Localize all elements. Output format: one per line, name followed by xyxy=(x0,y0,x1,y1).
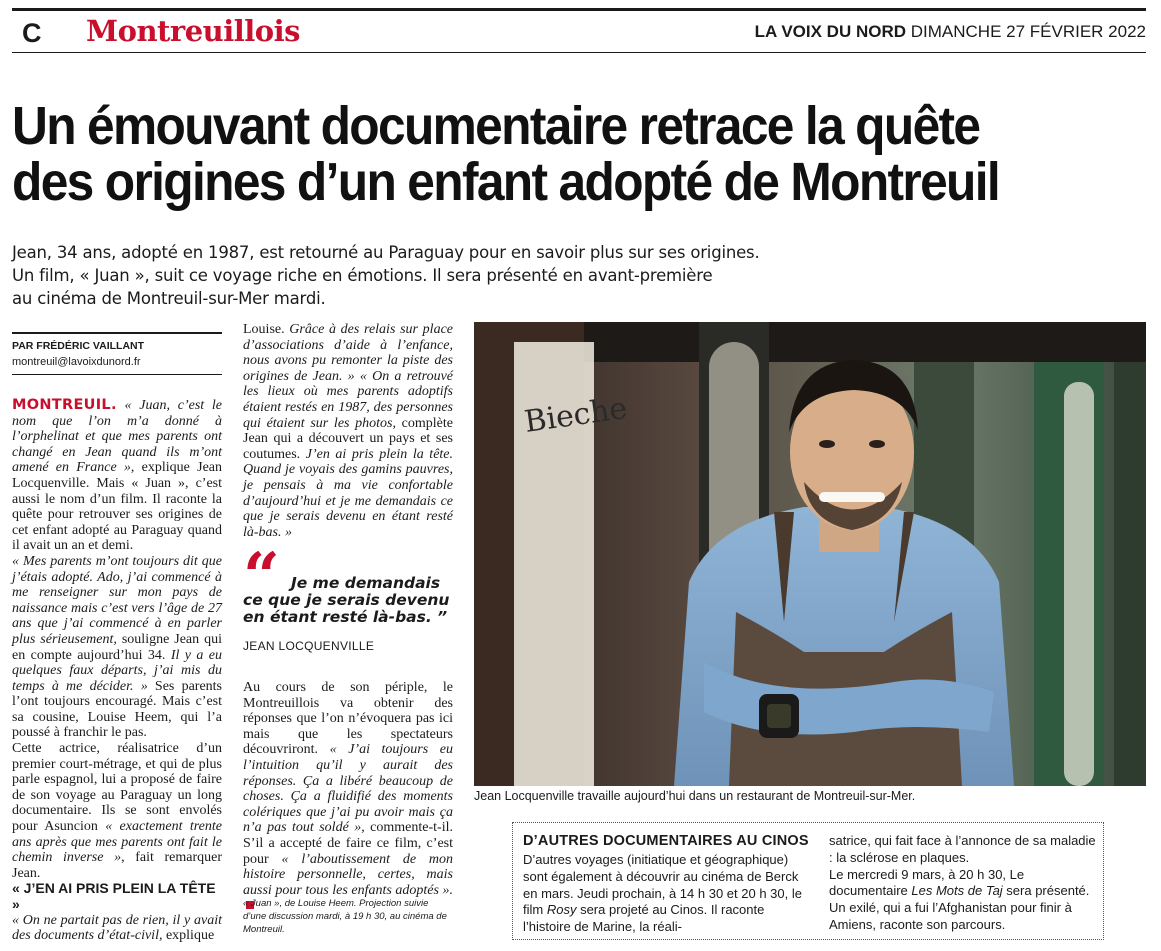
headline xyxy=(12,98,1061,210)
paragraph: Le mercredi 9 mars, à 20 h 30, Le documentaire Les Mots de Taj sera présenté. Un exilé, qui a fui l’Afghanistan pour finir à Amiens, raconte son parcours. xyxy=(829,866,1090,932)
byline: PAR FRÉDÉRIC VAILLANT xyxy=(12,340,145,352)
paragraph: « Mes parents m’ont toujours dit que j’étais adopté. Ado, j’ai commencé à me renseigner sur mon pays de naissance mais c’est vers l’âge de 27 ans que j’ai commencé à en parler plus sérieusement, souligne Jean qui en compte aujourd’hui 34. Il y a eu quelques faux départs, j’ai mis du temps à me décider. » Ses parents l’ont toujours encouragé. Mais c’est sa cousine, Louise Heem, qui l’a poussé à franchir le pas. xyxy=(12,553,222,741)
subheading: « J’EN AI PRIS PLEIN LA TÊTE » xyxy=(12,880,216,912)
header-rule xyxy=(12,52,1146,53)
section-name: Montreuillois xyxy=(86,14,300,48)
article-column-2 xyxy=(243,322,453,540)
section-letter: C xyxy=(22,18,42,48)
headline-line-1: Un émouvant documentaire retrace la quête xyxy=(12,96,980,156)
sidebar-title: D’AUTRES DOCUMENTAIRES AU CINOS xyxy=(523,833,809,849)
shop-sign-text: Bieche xyxy=(522,390,630,440)
issue-date: DIMANCHE 27 FÉVRIER 2022 xyxy=(910,22,1146,41)
paragraph: MONTREUIL. « Juan, c’est le nom que l’on m’a donné à l’orphelinat et que mes parents ont changé en Jean quand ils m’ont amené en France », explique Jean Locquenville. Mais « Juan », c’est aussi le nom d’un film. Il raconte la quête pour retrouver ses origines de cet enfant adopté au Paraguay quand il avait un an et demi. xyxy=(12,397,223,554)
article-column-1 xyxy=(12,398,222,944)
screening-note: « Juan », de Louise Heem. Projection suivie d’une discussion mardi, à 19 h 30, au cinéma de Montreuil. xyxy=(243,898,447,935)
headline-line-2: des origines d’un enfant adopté de Montreuil xyxy=(12,152,1000,212)
sidebar-column-1: D’autres voyages (initiatique et géographique) sont également à découvrir au cinéma de Berck en mars. Jeudi prochain, à 14 h 30 et 20 h 30, le film Rosy sera projeté au Cinos. Il raconte l’histoire de Marine, la réali- xyxy=(523,852,802,935)
top-rule xyxy=(12,8,1146,11)
paper-name: LA VOIX DU NORD xyxy=(754,22,907,41)
dateline: MONTREUIL. xyxy=(12,397,117,413)
film-title: Les Mots de Taj xyxy=(911,883,1003,899)
pull-quote-text: Je me demandais ce que je serais devenu en étant resté là-bas. ” xyxy=(243,574,450,626)
standfirst-line-2: Un film, « Juan », suit ce voyage riche en émotions. Il sera présenté en avant-première xyxy=(12,266,713,285)
paragraph: Cette actrice, réalisatrice d’un premier court-métrage, et qui de plus parle espagnol, lui a proposé de faire de son voyage au Paraguay un long documentaire. Ils se sont envolés pour Asuncion « exactement trente ans après que mes parents ont fait le chemin inverse », fait remarquer Jean. xyxy=(12,741,222,881)
sidebar-box xyxy=(512,822,1104,940)
author-email[interactable]: montreuil@lavoixdunord.fr xyxy=(12,356,141,368)
byline-rule-bottom xyxy=(12,374,222,375)
standfirst-line-3: au cinéma de Montreuil-sur-Mer mardi. xyxy=(12,289,326,308)
paragraph: Louise. Grâce à des relais sur place d’associations d’aide à l’enfance, nous avons pu remonter la piste des origines de Jean. » « On a retrouvé les lieux où mes parents adoptifs étaient restés en 1987, des personnes qui étaient sur les photos, complète Jean qui a découvert un pays et ses coutumes. J’en ai pris plein la tête. Quand je voyais des gamins pauvres, je pensais à ma vie confortable d’aujourd’hui et je me demandais ce que je serais devenu en étant resté là-bas. » xyxy=(243,322,454,540)
paragraph: Au cours de son périple, le Montreuillois va obtenir des réponses que l’on n’évoquera pas ici mais que les spectateurs découvriront. « J’ai toujours eu l’intuition qu’il y aurait des réponses. Ça a libéré beaucoup de choses. Ça a fluidifié des moments colériques que j’ai pu avoir mais ça n’a pas tout soldé », commente-t-il. S’il a accepté de faire ce film, c’est pour « l’aboutissement de mon histoire personnelle, certes, mais aussi pour tous les enfants adoptés ». xyxy=(243,680,453,914)
byline-rule xyxy=(12,332,222,334)
article-column-2-continued xyxy=(243,680,453,914)
sidebar-column-2: satrice, qui fait face à l’annonce de sa maladie : la sclérose en plaques. Le mercredi 9 mars, à 20 h 30, Le documentaire Les Mots de Taj sera présenté. Un exilé, qui a fui l’Afghanistan pour finir à Amiens, raconte son parcours. xyxy=(829,833,1099,934)
pull-quote-author: JEAN LOCQUENVILLE xyxy=(243,639,375,653)
quote-mark-icon: “ xyxy=(243,539,280,614)
article-photo xyxy=(474,322,1146,786)
standfirst-line-1: Jean, 34 ans, adopté en 1987, est retourné au Paraguay pour en savoir plus sur ses origines. xyxy=(12,243,760,262)
film-title: Rosy xyxy=(546,902,577,918)
photo-caption: Jean Locquenville travaille aujourd’hui dans un restaurant de Montreuil-sur-Mer. xyxy=(474,789,916,803)
paper-info xyxy=(755,22,1146,42)
page-header xyxy=(12,12,1146,52)
paragraph: « On ne partait pas de rien, il y avait des documents d’état-civil, explique xyxy=(12,912,222,944)
standfirst xyxy=(12,241,1012,310)
portrait-photo xyxy=(474,322,1146,786)
